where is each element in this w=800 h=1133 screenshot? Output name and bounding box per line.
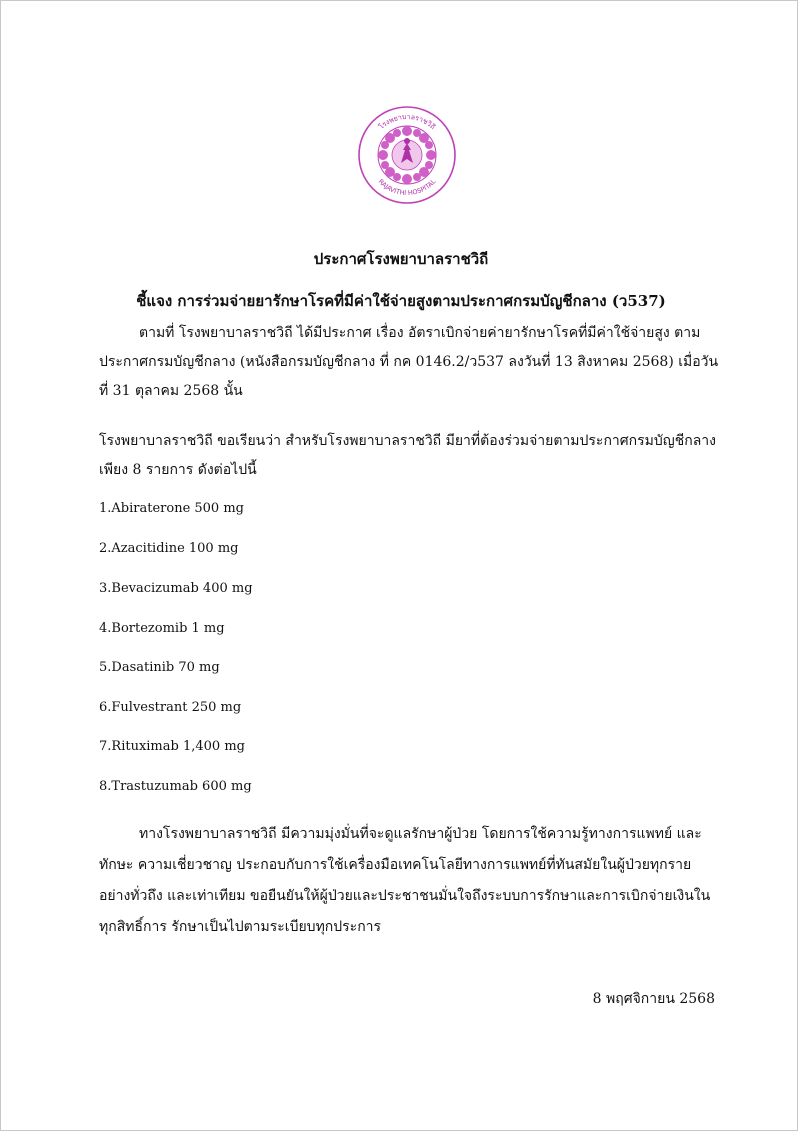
commitment-paragraph: ทางโรงพยาบาลราชวิถี มีความมุ่งมั่นที่จะดูแลรักษาผู้ป่วย โดยการใช้ความรู้ทางการแพทย์ และทักษะ ความเชี่ยวชาญ ประกอบกับการใช้เครื่องมือเทคโนโลยีทางการแพทย์ที่ทันสมัยในผู้ป่วยทุกราย อย่างทั่วถึง และเท่าเทียม ขอยืนยันให้ผู้ป่วยและประชาชนมั่นใจถึงระบบการรักษาและการเบิกจ่ายเงินในทุกสิทธิ์การ รักษาเป็นไปตามระเบียบทุกประการ — [99, 826, 711, 935]
logo-text-top: โรงพยาบาลราชวิถี — [377, 112, 437, 132]
drug-list-item: 1.Abiraterone 500 mg — [99, 501, 244, 516]
drug-list-item: 8.Trastuzumab 600 mg — [99, 779, 252, 794]
drug-list-item: 5.Dasatinib 70 mg — [99, 660, 220, 675]
drug-list-item: 6.Fulvestrant 250 mg — [99, 700, 242, 715]
drug-list-item: 2.Azacitidine 100 mg — [99, 541, 239, 556]
statement-paragraph: โรงพยาบาลราชวิถี ขอเรียนว่า สำหรับโรงพยาบาลราชวิถี มียาที่ต้องร่วมจ่ายตามประกาศกรมบัญชีกลาง เพียง 8 รายการ ดังต่อไปนี้ — [99, 433, 716, 478]
announcement-subtitle: ชี้แจง การร่วมจ่ายยารักษาโรคที่มีค่าใช้จ่ายสูงตามประกาศกรมบัญชีกลาง (ว537) — [136, 292, 666, 310]
drug-list-item: 3.Bevacizumab 400 mg — [99, 581, 253, 596]
hospital-logo-emblem — [357, 105, 457, 205]
drug-list-item: 4.Bortezomib 1 mg — [99, 621, 225, 636]
intro-paragraph: ตามที่ โรงพยาบาลราชวิถี ได้มีประกาศ เรื่อง อัตราเบิกจ่ายค่ายารักษาโรคที่มีค่าใช้จ่ายสูง ตามประกาศกรมบัญชีกลาง (หนังสือกรมบัญชีกลาง ที่ กค 0146.2/ว537 ลงวันที่ 13 สิงหาคม 2568) เมื่อวันที่ 31 ตุลาคม 2568 นั้น — [99, 325, 719, 399]
announcement-title: ประกาศโรงพยาบาลราชวิถี — [313, 250, 489, 268]
logo-text-bottom: RAJAVITHI HOSPITAL — [376, 177, 438, 198]
drug-list-item: 7.Rituximab 1,400 mg — [99, 739, 245, 754]
announcement-date: 8 พฤศจิกายน 2568 — [592, 991, 715, 1007]
